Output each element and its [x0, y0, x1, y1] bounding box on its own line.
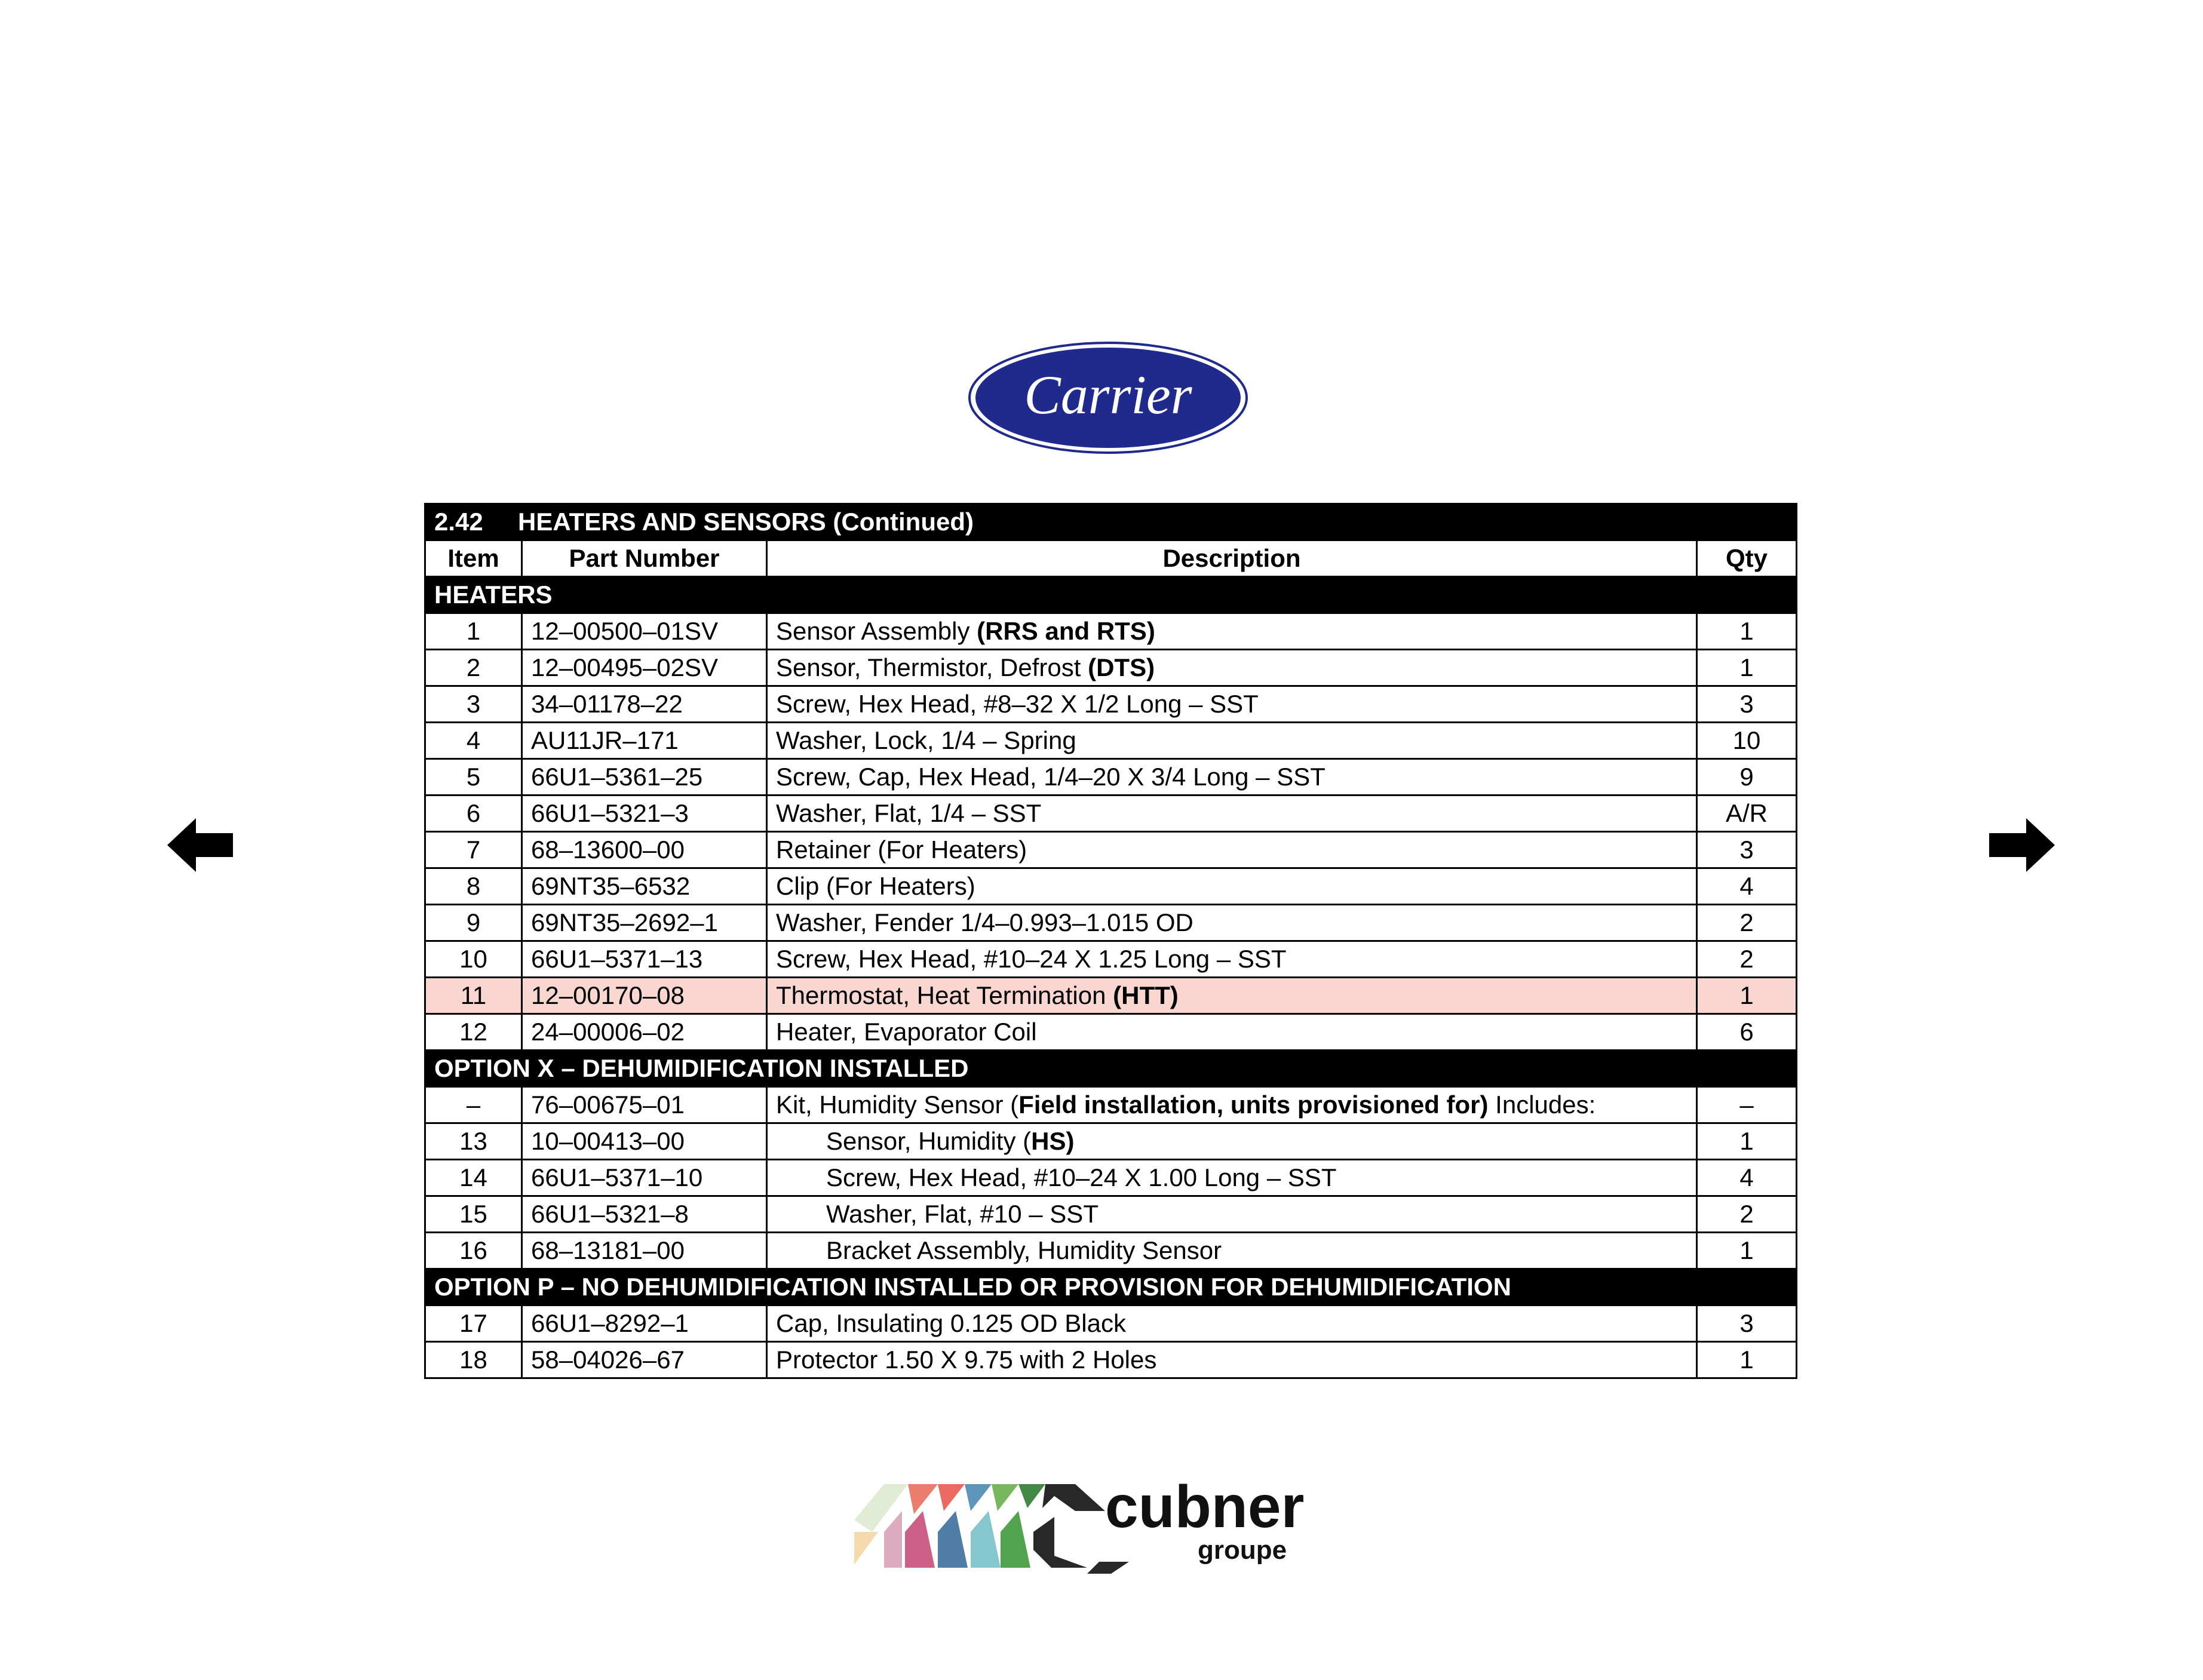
table-row: [425, 1342, 1797, 1378]
description-main: Screw, Cap, Hex Head, 1/4–20 X 3/4 Long – SST: [776, 763, 1326, 791]
description-text: [776, 617, 1155, 645]
table-row: [425, 1306, 1797, 1342]
table-body: [425, 577, 1797, 1378]
table-row: [425, 941, 1797, 978]
description-tail: Includes:: [1488, 1091, 1596, 1119]
description-cell: [767, 1196, 1697, 1233]
description-main: Sensor Assembly: [776, 617, 977, 645]
part-number-cell: 68–13181–00: [522, 1233, 767, 1269]
description-bold: Field installation, units provisioned for): [1018, 1091, 1489, 1119]
table-title: [425, 504, 1797, 540]
description-text: [776, 726, 1076, 754]
description-text: [776, 1309, 1126, 1337]
group-row: [425, 1269, 1797, 1306]
part-number-cell: 69NT35–6532: [522, 868, 767, 905]
item-cell: 15: [425, 1196, 522, 1233]
item-cell: 9: [425, 905, 522, 941]
table-row: [425, 978, 1797, 1014]
description-main: Heater, Evaporator Coil: [776, 1018, 1037, 1046]
qty-cell: 4: [1697, 868, 1797, 905]
table-row: [425, 1160, 1797, 1196]
qty-cell: 4: [1697, 1160, 1797, 1196]
description-bold: HS): [1031, 1127, 1075, 1155]
item-cell: 13: [425, 1123, 522, 1160]
header-item: Item: [425, 540, 522, 577]
qty-cell: 6: [1697, 1014, 1797, 1051]
item-cell: 2: [425, 650, 522, 686]
table-row: [425, 650, 1797, 686]
qty-cell: 1: [1697, 1123, 1797, 1160]
part-number-cell: 12–00500–01SV: [522, 613, 767, 650]
cubner-logo: [848, 1460, 1374, 1586]
description-main: Washer, Lock, 1/4 – Spring: [776, 726, 1076, 754]
header-part-number: Part Number: [522, 540, 767, 577]
item-cell: –: [425, 1087, 522, 1123]
description-cell: [767, 613, 1697, 650]
qty-cell: 3: [1697, 832, 1797, 868]
part-number-cell: 24–00006–02: [522, 1014, 767, 1051]
description-cell: [767, 941, 1697, 978]
description-text: [776, 908, 1193, 936]
section-number: 2.42: [434, 508, 483, 536]
group-row: [425, 577, 1797, 613]
qty-cell: 1: [1697, 1233, 1797, 1269]
qty-cell: 2: [1697, 905, 1797, 941]
description-text: [776, 836, 1027, 864]
part-number-cell: 69NT35–2692–1: [522, 905, 767, 941]
qty-cell: 1: [1697, 978, 1797, 1014]
description-main: Cap, Insulating 0.125 OD Black: [776, 1309, 1126, 1337]
description-cell: [767, 796, 1697, 832]
description-cell: [767, 1342, 1697, 1378]
description-main: Sensor, Humidity (: [826, 1127, 1032, 1155]
section-title: HEATERS AND SENSORS (Continued): [518, 508, 974, 536]
description-cell: [767, 1123, 1697, 1160]
table-row: [425, 1087, 1797, 1123]
qty-cell: 3: [1697, 686, 1797, 723]
table-row: [425, 723, 1797, 759]
part-number-cell: 12–00170–08: [522, 978, 767, 1014]
description-text: [776, 1202, 1099, 1227]
item-cell: 17: [425, 1306, 522, 1342]
carrier-logo: [968, 340, 1248, 455]
description-text: [776, 799, 1041, 827]
item-cell: 16: [425, 1233, 522, 1269]
table-row: [425, 686, 1797, 723]
description-cell: [767, 978, 1697, 1014]
description-bold: (DTS): [1088, 653, 1155, 681]
description-text: [776, 1346, 1156, 1374]
parts-table: [424, 503, 1797, 1379]
qty-cell: 2: [1697, 1196, 1797, 1233]
next-page-button[interactable]: [1989, 818, 2055, 872]
description-text: [776, 981, 1179, 1009]
item-cell: 4: [425, 723, 522, 759]
description-main: Retainer (For Heaters): [776, 836, 1027, 864]
table-row: [425, 1233, 1797, 1269]
item-cell: 1: [425, 613, 522, 650]
description-text: [776, 690, 1259, 718]
header-qty: Qty: [1697, 540, 1797, 577]
description-main: Washer, Flat, #10 – SST: [826, 1200, 1099, 1228]
qty-cell: –: [1697, 1087, 1797, 1123]
description-main: Screw, Hex Head, #10–24 X 1.00 Long – SST: [826, 1163, 1337, 1191]
part-number-cell: 34–01178–22: [522, 686, 767, 723]
qty-cell: 1: [1697, 1342, 1797, 1378]
description-cell: [767, 868, 1697, 905]
qty-cell: 10: [1697, 723, 1797, 759]
table-row: [425, 759, 1797, 796]
description-cell: [767, 1014, 1697, 1051]
header-description: Description: [767, 540, 1697, 577]
description-main: Washer, Fender 1/4–0.993–1.015 OD: [776, 908, 1193, 936]
description-text: [776, 1165, 1337, 1190]
item-cell: 11: [425, 978, 522, 1014]
item-cell: 18: [425, 1342, 522, 1378]
table-row: [425, 613, 1797, 650]
description-text: [776, 1018, 1037, 1046]
part-number-cell: 66U1–5321–8: [522, 1196, 767, 1233]
part-number-cell: 66U1–8292–1: [522, 1306, 767, 1342]
part-number-cell: 66U1–5361–25: [522, 759, 767, 796]
arrow-left-icon: [167, 818, 233, 872]
qty-cell: 1: [1697, 650, 1797, 686]
description-text: [776, 872, 975, 900]
part-number-cell: 66U1–5321–3: [522, 796, 767, 832]
description-main: Kit, Humidity Sensor (: [776, 1091, 1019, 1119]
previous-page-button[interactable]: [167, 818, 233, 872]
description-main: Clip (For Heaters): [776, 872, 975, 900]
qty-cell: A/R: [1697, 796, 1797, 832]
table-row: [425, 905, 1797, 941]
qty-cell: 1: [1697, 613, 1797, 650]
description-bold: (HTT): [1113, 981, 1179, 1009]
description-main: Washer, Flat, 1/4 – SST: [776, 799, 1042, 827]
description-main: Protector 1.50 X 9.75 with 2 Holes: [776, 1346, 1157, 1374]
item-cell: 10: [425, 941, 522, 978]
table-title-row: [425, 504, 1797, 540]
description-bold: (RRS and RTS): [977, 617, 1155, 645]
description-cell: [767, 686, 1697, 723]
qty-cell: 3: [1697, 1306, 1797, 1342]
description-main: Sensor, Thermistor, Defrost: [776, 653, 1088, 681]
description-cell: [767, 650, 1697, 686]
item-cell: 3: [425, 686, 522, 723]
description-cell: [767, 759, 1697, 796]
part-number-cell: AU11JR–171: [522, 723, 767, 759]
item-cell: 8: [425, 868, 522, 905]
cubner-logo-text: cubner: [1105, 1473, 1305, 1540]
table-row: [425, 832, 1797, 868]
description-main: Thermostat, Heat Termination: [776, 981, 1113, 1009]
description-main: Bracket Assembly, Humidity Sensor: [826, 1236, 1222, 1264]
table-row: [425, 1196, 1797, 1233]
table-header-row: [425, 540, 1797, 577]
group-title: OPTION P – NO DEHUMIDIFICATION INSTALLED OR PROVISION FOR DEHUMIDIFICATION: [425, 1269, 1797, 1306]
table-row: [425, 1014, 1797, 1051]
carrier-logo-text: Carrier: [1024, 364, 1192, 425]
part-number-cell: 10–00413–00: [522, 1123, 767, 1160]
table-row: [425, 796, 1797, 832]
group-title: OPTION X – DEHUMIDIFICATION INSTALLED: [425, 1051, 1797, 1087]
description-cell: [767, 723, 1697, 759]
description-cell: [767, 1233, 1697, 1269]
description-text: [776, 1091, 1596, 1119]
description-cell: [767, 1306, 1697, 1342]
group-row: [425, 1051, 1797, 1087]
qty-cell: 2: [1697, 941, 1797, 978]
description-cell: [767, 1087, 1697, 1123]
description-cell: [767, 1160, 1697, 1196]
description-text: [776, 763, 1326, 791]
table-row: [425, 1123, 1797, 1160]
description-main: Screw, Hex Head, #8–32 X 1/2 Long – SST: [776, 690, 1259, 718]
part-number-cell: 76–00675–01: [522, 1087, 767, 1123]
description-text: [776, 945, 1287, 973]
qty-cell: 9: [1697, 759, 1797, 796]
description-main: Screw, Hex Head, #10–24 X 1.25 Long – SST: [776, 945, 1287, 973]
group-title: HEATERS: [425, 577, 1797, 613]
description-text: [776, 1238, 1222, 1263]
part-number-cell: 12–00495–02SV: [522, 650, 767, 686]
description-cell: [767, 832, 1697, 868]
description-cell: [767, 905, 1697, 941]
description-text: [776, 1129, 1074, 1154]
part-number-cell: 66U1–5371–13: [522, 941, 767, 978]
part-number-cell: 66U1–5371–10: [522, 1160, 767, 1196]
item-cell: 7: [425, 832, 522, 868]
arrow-right-icon: [1989, 818, 2055, 872]
item-cell: 6: [425, 796, 522, 832]
table-row: [425, 868, 1797, 905]
item-cell: 5: [425, 759, 522, 796]
item-cell: 12: [425, 1014, 522, 1051]
cubner-logo-tagline: groupe: [1198, 1535, 1287, 1565]
item-cell: 14: [425, 1160, 522, 1196]
part-number-cell: 68–13600–00: [522, 832, 767, 868]
part-number-cell: 58–04026–67: [522, 1342, 767, 1378]
description-text: [776, 653, 1155, 681]
